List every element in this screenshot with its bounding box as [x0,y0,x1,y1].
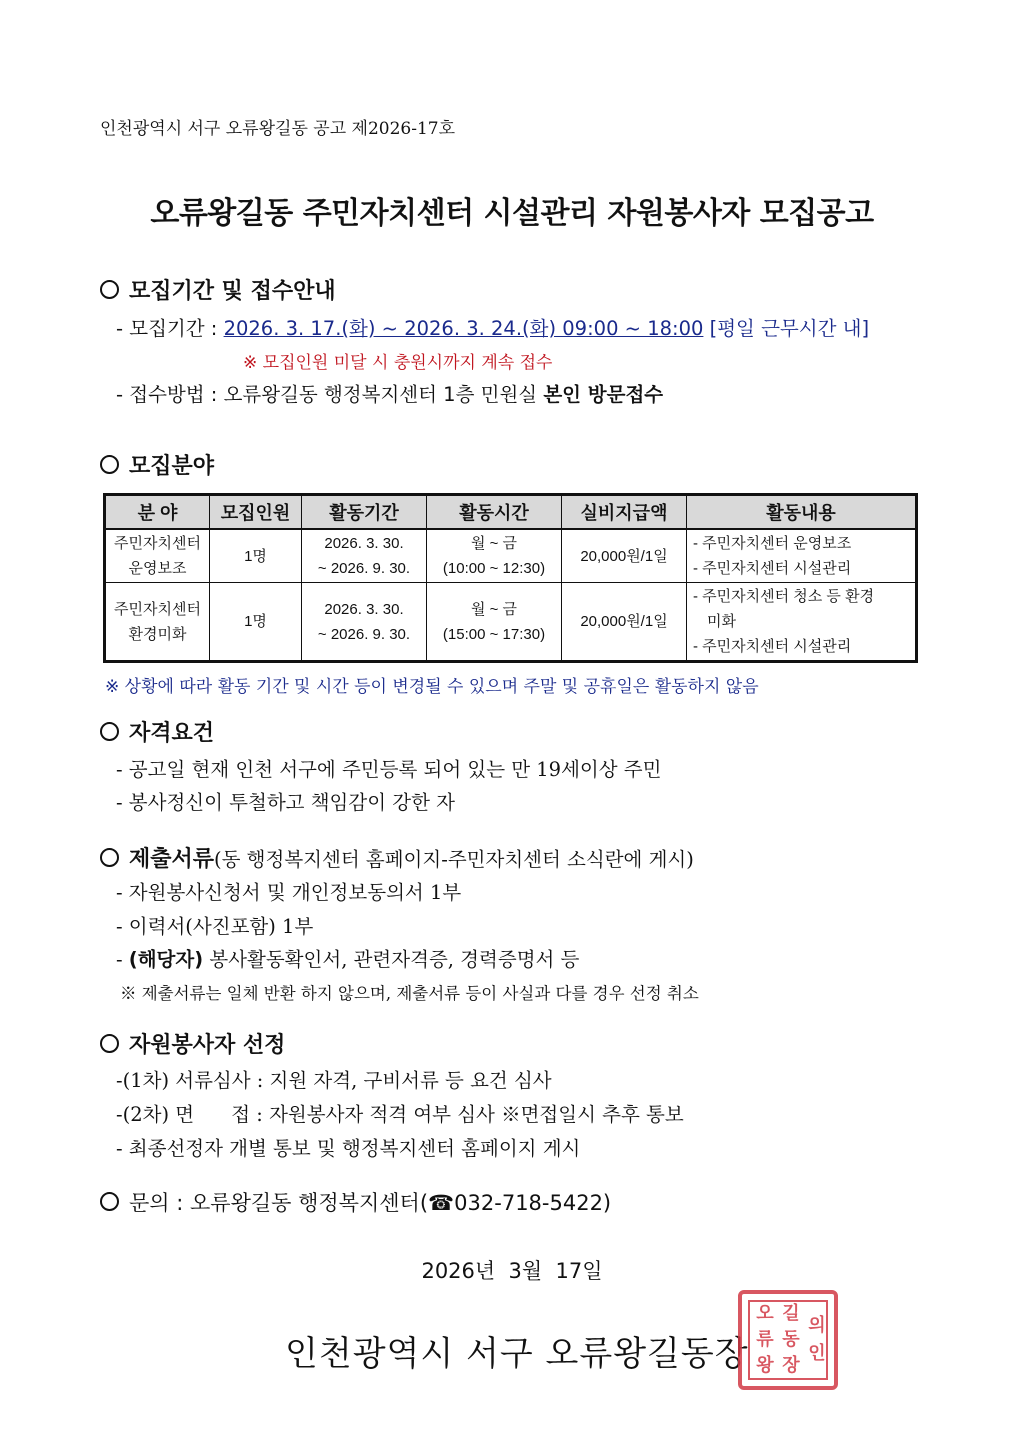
recruit-period-line [116,313,869,341]
announcement-date: 2026년 3월 17일 [421,1259,603,1283]
content-cell: - 주민자치센터 청소 등 환경 미화 - 주민자치센터 시설관리 [687,583,917,662]
table-note: ※ 상황에 따라 활동 기간 및 시간 등이 변경될 수 있으며 주말 및 공휴일은 활동하지 않음 [105,677,759,697]
application-method-value: 오류왕길동 행정복지센터 1층 민원실 [223,383,538,406]
circle-bullet-icon [100,455,119,474]
selection-item: - 최종선정자 개별 통보 및 행정복지센터 홈페이지 게시 [116,1137,581,1160]
recruit-period-value: 2026. 3. 17.(화) ~ 2026. 3. 24.(화) 09:00 ~ 18:00 [223,317,704,340]
document-item: - 이력서(사진포함) 1부 [116,915,314,938]
table-header-cell: 분 야 [105,495,210,530]
document-item: - 자원봉사신청서 및 개인정보동의서 1부 [116,881,462,904]
application-method-label: - 접수방법 : [116,383,218,406]
time-cell: 월 ~ 금 (15:00 ~ 17:30) [427,583,562,662]
table-header-cell: 활동시간 [427,495,562,530]
circle-bullet-icon [100,1034,119,1053]
qualification-item: - 공고일 현재 인천 서구에 주민등록 되어 있는 만 19세이상 주민 [116,758,662,781]
section-selection-heading: 자원봉사자 선정 [100,1028,285,1059]
field-cell: 주민자치센터 환경미화 [105,583,210,662]
application-method-line [116,379,663,407]
section-qualification-heading: 자격요건 [100,716,214,747]
circle-bullet-icon [100,280,119,299]
notice-number: 인천광역시 서구 오류왕길동 공고 제2026-17호 [100,119,456,139]
section-recruit-period-heading: 모집기간 및 접수안내 [100,274,336,305]
page-title: 오류왕길동 주민자치센터 시설관리 자원봉사자 모집공고 [150,196,874,231]
section-recruit-field-heading: 모집분야 [100,449,214,480]
table-header-cell: 활동내용 [687,495,917,530]
period-cell: 2026. 3. 30. ~ 2026. 9. 30. [302,583,427,662]
pay-cell: 20,000원/1일 [562,583,687,662]
recruit-period-label: - 모집기간 : [116,317,218,340]
count-cell: 1명 [210,583,302,662]
table-header-cell: 실비지급액 [562,495,687,530]
recruit-field-table [103,493,918,663]
table-header-row [105,495,917,530]
table-row [105,529,917,583]
pay-cell: 20,000원/1일 [562,529,687,583]
table-header-cell: 모집인원 [210,495,302,530]
count-cell: 1명 [210,529,302,583]
recruit-period-suffix: [평일 근무시간 내] [709,317,870,340]
inquiry-line: 문의 : 오류왕길동 행정복지센터(☎032-718-5422) [100,1187,611,1217]
section-documents-heading: 제출서류(동 행정복지센터 홈페이지-주민자치센터 소식란에 게시) [100,842,694,873]
time-cell: 월 ~ 금 (10:00 ~ 12:30) [427,529,562,583]
selection-item: -(1차) 서류심사 : 지원 자격, 구비서류 등 요건 심사 [116,1069,552,1092]
official-seal-stamp [738,1290,838,1390]
seal-char: 길 [782,1303,800,1324]
seal-char: 의 [808,1315,826,1336]
seal-char: 류 [756,1329,774,1350]
seal-char: 왕 [756,1355,774,1376]
document-item: - (해당자) 봉사활동확인서, 관련자격증, 경력증명서 등 [116,948,580,971]
seal-char: 장 [782,1355,800,1376]
seal-char: 오 [756,1303,774,1324]
table-row [105,583,917,662]
period-cell: 2026. 3. 30. ~ 2026. 9. 30. [302,529,427,583]
seal-char: 동 [782,1329,800,1350]
content-cell: - 주민자치센터 운영보조 - 주민자치센터 시설관리 [687,529,917,583]
circle-bullet-icon [100,848,119,867]
circle-bullet-icon [100,722,119,741]
issuer-name: 인천광역시 서구 오류왕길동장 [285,1334,749,1374]
table-header-cell: 활동기간 [302,495,427,530]
qualification-item: - 봉사정신이 투철하고 책임감이 강한 자 [116,791,455,814]
application-method-bold: 본인 방문접수 [543,383,664,406]
circle-bullet-icon [100,1192,119,1211]
recruit-period-note: ※ 모집인원 미달 시 충원시까지 계속 접수 [243,353,553,373]
seal-char: 인 [808,1343,826,1364]
field-cell: 주민자치센터 운영보조 [105,529,210,583]
selection-item: -(2차) 면 접 : 자원봉사자 적격 여부 심사 ※면접일시 추후 통보 [116,1103,684,1126]
documents-note: ※ 제출서류는 일체 반환 하지 않으며, 제출서류 등이 사실과 다를 경우 선정 취소 [120,984,699,1003]
